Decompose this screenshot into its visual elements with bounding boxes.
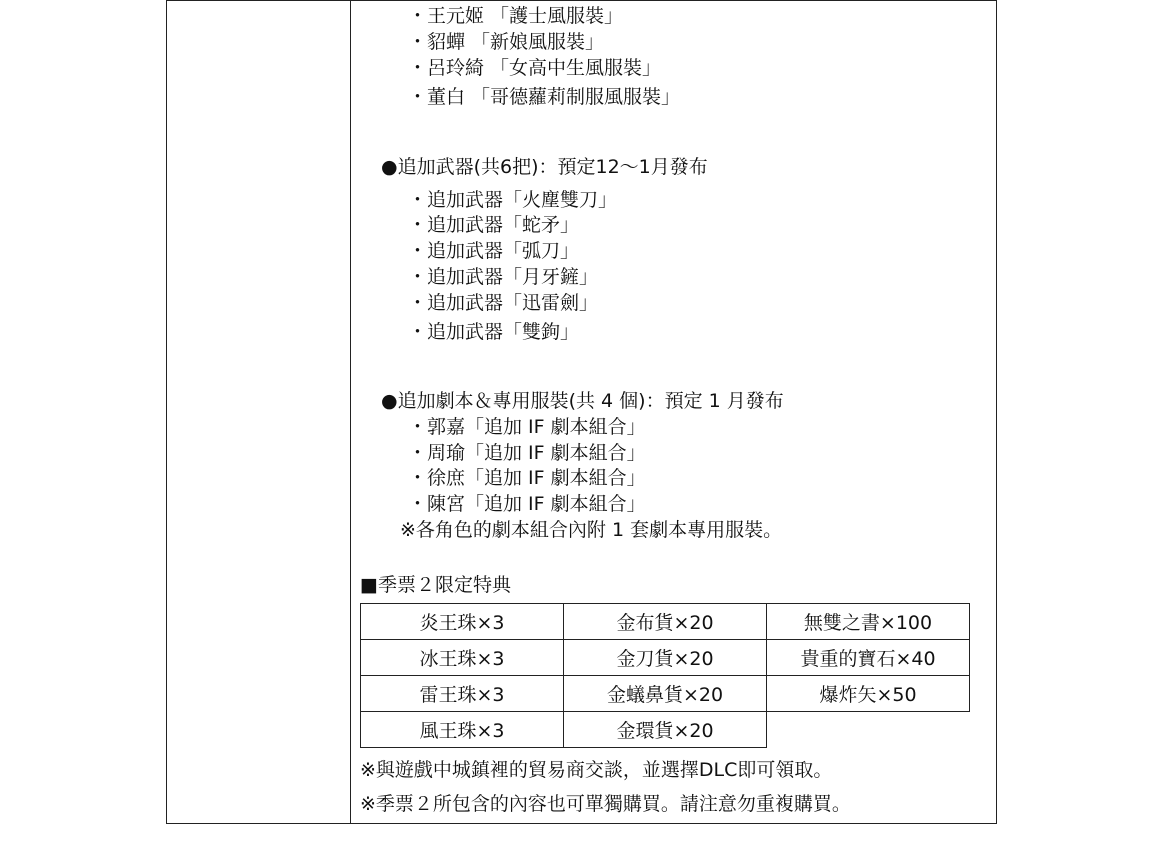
weapon-item: ・追加武器「月牙鏟」 bbox=[408, 266, 599, 288]
bonus-table bbox=[360, 603, 970, 748]
weapon-item: ・追加武器「弧刀」 bbox=[408, 240, 580, 262]
table-cell: 爆炸矢×50 bbox=[767, 676, 970, 712]
table-row bbox=[361, 640, 970, 676]
table-cell: 金環貨×20 bbox=[564, 712, 767, 748]
weapon-item: ・追加武器「迅雷劍」 bbox=[408, 292, 599, 314]
table-cell: 金布貨×20 bbox=[564, 604, 767, 640]
table-cell: 無雙之書×100 bbox=[767, 604, 970, 640]
table-cell: 冰王珠×3 bbox=[361, 640, 564, 676]
scenario-item-guo-jia: ・郭嘉「追加 IF 劇本組合」 bbox=[408, 416, 646, 438]
costume-item-wang-yuanji: ・王元姬 「護士風服裝」 bbox=[408, 5, 624, 27]
table-cell: 雷王珠×3 bbox=[361, 676, 564, 712]
costume-item-dong-bai: ・董白 「哥德蘿莉制服風服裝」 bbox=[408, 86, 681, 108]
bonus-note-purchase: ※季票２所包含的內容也可單獨購買。請注意勿重複購買。 bbox=[360, 793, 851, 815]
table-row bbox=[361, 712, 970, 748]
table-cell-empty bbox=[767, 712, 970, 748]
table-cell: 風王珠×3 bbox=[361, 712, 564, 748]
weapon-item: ・追加武器「雙鉤」 bbox=[408, 321, 580, 343]
scenario-item-zhou-yu: ・周瑜「追加 IF 劇本組合」 bbox=[408, 442, 646, 464]
costume-item-diaochan: ・貂蟬 「新娘風服裝」 bbox=[408, 31, 605, 53]
table-row bbox=[361, 676, 970, 712]
table-cell: 貴重的寶石×40 bbox=[767, 640, 970, 676]
weapons-heading: ●追加武器(共6把)：預定12～1月發布 bbox=[381, 156, 708, 178]
scenario-item-xu-shu: ・徐庶「追加 IF 劇本組合」 bbox=[408, 467, 646, 489]
table-cell: 金刀貨×20 bbox=[564, 640, 767, 676]
bonus-section-title: ■季票２限定特典 bbox=[360, 574, 511, 596]
bonus-note-redeem: ※與遊戲中城鎮裡的貿易商交談，並選擇DLC即可領取。 bbox=[360, 759, 833, 781]
column-divider bbox=[350, 1, 351, 823]
scenario-item-chen-gong: ・陳宮「追加 IF 劇本組合」 bbox=[408, 493, 646, 515]
costume-item-lu-lingqi: ・呂玲綺 「女高中生風服裝」 bbox=[408, 57, 662, 79]
scenarios-note: ※各角色的劇本組合內附 1 套劇本專用服裝。 bbox=[400, 519, 783, 541]
table-cell: 金蟻鼻貨×20 bbox=[564, 676, 767, 712]
scenarios-heading: ●追加劇本＆專用服裝(共 4 個)：預定 1 月發布 bbox=[381, 390, 784, 412]
table-row bbox=[361, 604, 970, 640]
weapon-item: ・追加武器「火塵雙刀」 bbox=[408, 189, 618, 211]
table-cell: 炎王珠×3 bbox=[361, 604, 564, 640]
weapon-item: ・追加武器「蛇矛」 bbox=[408, 214, 580, 236]
